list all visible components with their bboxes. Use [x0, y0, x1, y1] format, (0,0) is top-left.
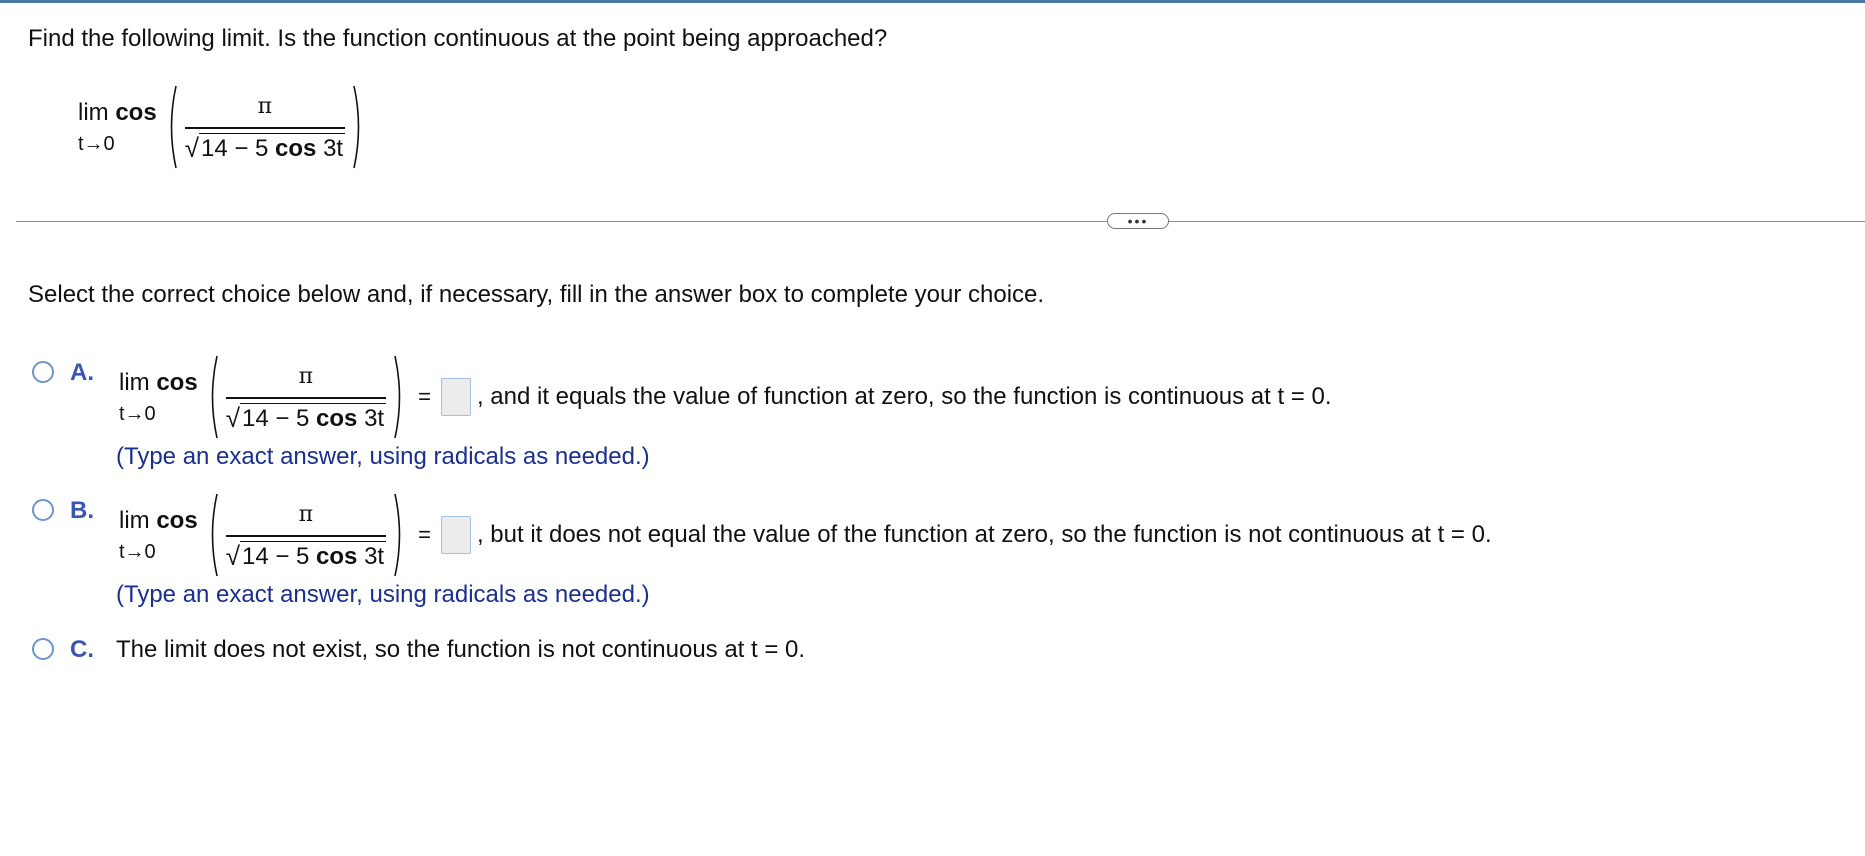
denominator — [185, 131, 345, 165]
limit-subscript: t→0 — [78, 133, 115, 155]
radical-sign: √ — [225, 541, 240, 571]
fraction-bar — [226, 535, 386, 537]
choice-a-radio[interactable] — [32, 361, 54, 383]
cos-label: cos — [156, 369, 198, 396]
cos-label: cos — [156, 507, 198, 534]
right-paren — [351, 84, 365, 170]
limit-subscript: t→0 — [119, 541, 156, 563]
choice-b-answer-box[interactable] — [441, 516, 471, 554]
radicand: 14 − 5 cos 3t — [200, 134, 344, 162]
radical-sign: √ — [184, 133, 199, 163]
question-limit-expression — [78, 84, 365, 170]
instruction-text: Select the correct choice below and, if necessary, fill in the answer box to complete your choice. — [28, 281, 1045, 308]
denominator — [226, 539, 386, 573]
radicand: 14 − 5 cos 3t — [241, 542, 385, 570]
left-paren — [165, 84, 179, 170]
choice-a-expression — [119, 354, 1332, 440]
top-accent-strip — [0, 0, 1865, 3]
choice-a-hint: (Type an exact answer, using radicals as needed.) — [116, 443, 650, 470]
section-divider — [16, 221, 1865, 222]
right-paren — [392, 354, 406, 440]
numerator-pi: π — [257, 94, 273, 119]
numerator-pi: π — [298, 502, 314, 527]
choice-a-answer-box[interactable] — [441, 378, 471, 416]
left-paren — [206, 354, 220, 440]
fraction-bar — [226, 397, 386, 399]
choice-c-radio[interactable] — [32, 638, 54, 660]
lim-label: lim — [119, 369, 150, 396]
fraction-bar — [185, 127, 345, 129]
right-paren — [392, 492, 406, 578]
denominator — [226, 401, 386, 435]
choice-b-radio[interactable] — [32, 499, 54, 521]
choice-b-hint: (Type an exact answer, using radicals as needed.) — [116, 581, 650, 608]
fraction — [179, 89, 351, 165]
choice-c-letter: C. — [70, 636, 94, 663]
numerator-pi: π — [298, 364, 314, 389]
choice-b-letter: B. — [70, 497, 94, 524]
left-paren — [206, 492, 220, 578]
question-text: Find the following limit. Is the function continuous at the point being approached? — [28, 25, 888, 52]
fraction — [220, 497, 392, 573]
fraction — [220, 359, 392, 435]
equals-sign: = — [418, 384, 431, 409]
lim-label: lim — [119, 507, 150, 534]
choice-a-text: , and it equals the value of function at zero, so the function is continuous at t = 0. — [476, 383, 1332, 410]
equals-sign: = — [418, 522, 431, 547]
cos-label: cos — [115, 99, 157, 126]
more-options-button[interactable]: ••• — [1107, 213, 1169, 229]
lim-label: lim — [78, 99, 109, 126]
choice-b-text: , but it does not equal the value of the function at zero, so the function is not continuous at t = 0. — [476, 521, 1492, 548]
choice-c-text: The limit does not exist, so the function is not continuous at t = 0. — [116, 636, 806, 663]
radicand: 14 − 5 cos 3t — [241, 404, 385, 432]
limit-subscript: t→0 — [119, 403, 156, 425]
choice-b-expression — [119, 492, 1492, 578]
radical-sign: √ — [225, 403, 240, 433]
choice-a-letter: A. — [70, 359, 94, 386]
